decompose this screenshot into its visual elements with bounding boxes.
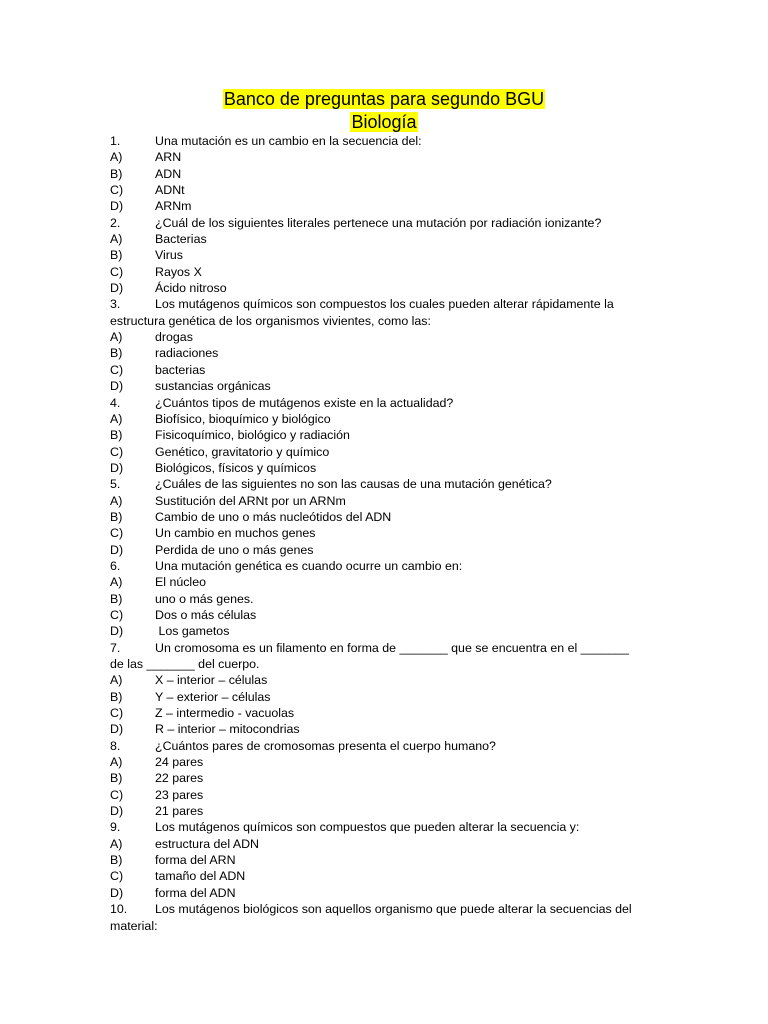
option-text: Y – exterior – células bbox=[155, 689, 271, 704]
option-text: estructura del ADN bbox=[155, 836, 259, 851]
answer-option bbox=[110, 607, 660, 623]
title-text-2: Biología bbox=[351, 112, 417, 132]
question-number: 4. bbox=[110, 395, 121, 410]
question-line bbox=[110, 215, 660, 231]
question-line bbox=[110, 395, 660, 411]
question-number: 2. bbox=[110, 215, 121, 230]
answer-option bbox=[110, 525, 660, 541]
option-letter: B) bbox=[110, 771, 123, 786]
title-line-1 bbox=[0, 88, 768, 111]
question-text: Los mutágenos biológicos son aquellos organismo que puede alterar la secuencias del bbox=[155, 902, 632, 917]
answer-option bbox=[110, 166, 660, 182]
question-number: 8. bbox=[110, 738, 121, 753]
option-letter: A) bbox=[110, 575, 123, 590]
option-letter: C) bbox=[110, 787, 124, 802]
option-text: Ácido nitroso bbox=[155, 281, 227, 296]
answer-option bbox=[110, 493, 660, 509]
question-text: Una mutación genética es cuando ocurre un cambio en: bbox=[155, 558, 463, 573]
option-text: radiaciones bbox=[155, 346, 219, 361]
option-letter: B) bbox=[110, 591, 123, 606]
option-letter: B) bbox=[110, 428, 123, 443]
option-letter: A) bbox=[110, 411, 123, 426]
question-line bbox=[110, 819, 660, 835]
answer-option bbox=[110, 721, 660, 737]
question-line bbox=[110, 901, 660, 917]
option-text: sustancias orgánicas bbox=[155, 379, 271, 394]
question-text: Los mutágenos químicos son compuestos los cuales pueden alterar rápidamente la bbox=[155, 297, 614, 312]
option-letter: B) bbox=[110, 853, 123, 868]
option-letter: C) bbox=[110, 869, 124, 884]
answer-option bbox=[110, 705, 660, 721]
option-letter: B) bbox=[110, 248, 123, 263]
answer-option bbox=[110, 427, 660, 443]
option-text: R – interior – mitocondrias bbox=[155, 722, 300, 737]
option-text: ARNm bbox=[155, 199, 192, 214]
option-text: Z – intermedio - vacuolas bbox=[155, 706, 295, 721]
answer-option bbox=[110, 852, 660, 868]
option-text: 24 pares bbox=[155, 755, 204, 770]
option-letter: B) bbox=[110, 689, 123, 704]
option-text: 21 pares bbox=[155, 804, 204, 819]
question-text: Los mutágenos químicos son compuestos que pueden alterar la secuencia y: bbox=[155, 820, 580, 835]
question-text: ¿Cuántos tipos de mutágenos existe en la actualidad? bbox=[155, 395, 454, 410]
option-text: X – interior – células bbox=[155, 673, 268, 688]
answer-option bbox=[110, 672, 660, 688]
option-letter: C) bbox=[110, 607, 124, 622]
answer-option bbox=[110, 280, 660, 296]
question-text-continued: de las _______ del cuerpo. bbox=[110, 657, 260, 671]
option-letter: D) bbox=[110, 199, 124, 214]
question-line bbox=[110, 558, 660, 574]
option-letter: C) bbox=[110, 706, 124, 721]
answer-option bbox=[110, 836, 660, 852]
answer-option bbox=[110, 198, 660, 214]
option-letter: D) bbox=[110, 460, 124, 475]
answer-option bbox=[110, 770, 660, 786]
answer-option bbox=[110, 378, 660, 394]
answer-option bbox=[110, 329, 660, 345]
option-letter: D) bbox=[110, 624, 124, 639]
answer-option bbox=[110, 231, 660, 247]
option-letter: A) bbox=[110, 150, 123, 165]
option-letter: B) bbox=[110, 166, 123, 181]
option-letter: A) bbox=[110, 232, 123, 247]
answer-option bbox=[110, 787, 660, 803]
option-letter: D) bbox=[110, 281, 124, 296]
option-text: Cambio de uno o más nucleótidos del ADN bbox=[155, 509, 392, 524]
question-text: ¿Cuál de los siguientes literales pertenece una mutación por radiación ionizante? bbox=[155, 215, 602, 230]
option-text: Perdida de uno o más genes bbox=[155, 542, 314, 557]
option-text: Fisicoquímico, biológico y radiación bbox=[155, 428, 350, 443]
option-letter: D) bbox=[110, 379, 124, 394]
answer-option bbox=[110, 591, 660, 607]
option-letter: A) bbox=[110, 493, 123, 508]
option-letter: A) bbox=[110, 836, 123, 851]
answer-option bbox=[110, 542, 660, 558]
answer-option bbox=[110, 182, 660, 198]
option-text: Un cambio en muchos genes bbox=[155, 526, 316, 541]
question-text: Un cromosoma es un filamento en forma de _______ que se encuentra en el _______ bbox=[155, 640, 629, 655]
question-number: 5. bbox=[110, 477, 121, 492]
option-text: ADN bbox=[155, 166, 182, 181]
question-number: 9. bbox=[110, 820, 121, 835]
title-line-2 bbox=[0, 111, 768, 134]
question-text: ¿Cuántos pares de cromosomas presenta el cuerpo humano? bbox=[155, 738, 496, 753]
question-text-continued: material: bbox=[110, 918, 158, 933]
option-letter: C) bbox=[110, 444, 124, 459]
option-text: Virus bbox=[155, 248, 184, 263]
question-text: ¿Cuáles de las siguientes no son las causas de una mutación genética? bbox=[155, 477, 552, 492]
option-letter: D) bbox=[110, 722, 124, 737]
option-text: Biofísico, bioquímico y biológico bbox=[155, 411, 331, 426]
option-letter: B) bbox=[110, 346, 123, 361]
answer-option bbox=[110, 803, 660, 819]
option-text: forma del ARN bbox=[155, 853, 236, 868]
answer-option bbox=[110, 885, 660, 901]
option-letter: A) bbox=[110, 755, 123, 770]
option-text: 23 pares bbox=[155, 787, 204, 802]
answer-option bbox=[110, 623, 660, 639]
option-letter: C) bbox=[110, 362, 124, 377]
option-text: bacterias bbox=[155, 362, 206, 377]
question-list bbox=[110, 133, 660, 934]
option-letter: C) bbox=[110, 264, 124, 279]
answer-option bbox=[110, 149, 660, 165]
option-letter: D) bbox=[110, 804, 124, 819]
option-letter: A) bbox=[110, 330, 123, 345]
answer-option bbox=[110, 689, 660, 705]
option-text: Los gametos bbox=[155, 624, 230, 639]
question-number: 3. bbox=[110, 297, 121, 312]
question-number: 7. bbox=[110, 640, 121, 655]
question-line bbox=[110, 476, 660, 492]
title-text-1: Banco de preguntas para segundo BGU bbox=[223, 89, 545, 109]
option-text: Genético, gravitatorio y químico bbox=[155, 444, 330, 459]
question-text: Una mutación es un cambio en la secuencia del: bbox=[155, 134, 422, 148]
option-letter: B) bbox=[110, 509, 123, 524]
question-number: 6. bbox=[110, 558, 121, 573]
option-text: ARN bbox=[155, 150, 182, 165]
answer-option bbox=[110, 362, 660, 378]
option-text: Dos o más células bbox=[155, 607, 257, 622]
answer-option bbox=[110, 868, 660, 884]
option-text: uno o más genes. bbox=[155, 591, 254, 606]
answer-option bbox=[110, 460, 660, 476]
question-line bbox=[110, 296, 660, 312]
answer-option bbox=[110, 345, 660, 361]
option-text: 22 pares bbox=[155, 771, 204, 786]
option-text: ADNt bbox=[155, 183, 185, 198]
option-text: drogas bbox=[155, 330, 193, 345]
answer-option bbox=[110, 264, 660, 280]
question-text-continued: estructura genética de los organismos vivientes, como las: bbox=[110, 313, 431, 328]
answer-option bbox=[110, 574, 660, 590]
option-letter: D) bbox=[110, 542, 124, 557]
document-title bbox=[0, 88, 768, 134]
answer-option bbox=[110, 444, 660, 460]
option-text: Sustitución del ARNt por un ARNm bbox=[155, 493, 346, 508]
answer-option bbox=[110, 509, 660, 525]
option-text: Bacterias bbox=[155, 232, 207, 247]
option-letter: A) bbox=[110, 673, 123, 688]
option-letter: C) bbox=[110, 526, 124, 541]
question-line bbox=[110, 640, 660, 656]
option-letter: C) bbox=[110, 183, 124, 198]
question-number: 1. bbox=[110, 134, 121, 148]
option-text: Rayos X bbox=[155, 264, 202, 279]
answer-option bbox=[110, 754, 660, 770]
question-line bbox=[110, 133, 660, 149]
option-letter: D) bbox=[110, 885, 124, 900]
option-text: El núcleo bbox=[155, 575, 206, 590]
option-text: forma del ADN bbox=[155, 885, 236, 900]
answer-option bbox=[110, 411, 660, 427]
option-text: tamaño del ADN bbox=[155, 869, 246, 884]
question-number: 10. bbox=[110, 902, 128, 917]
option-text: Biológicos, físicos y químicos bbox=[155, 460, 317, 475]
answer-option bbox=[110, 247, 660, 263]
question-line bbox=[110, 738, 660, 754]
